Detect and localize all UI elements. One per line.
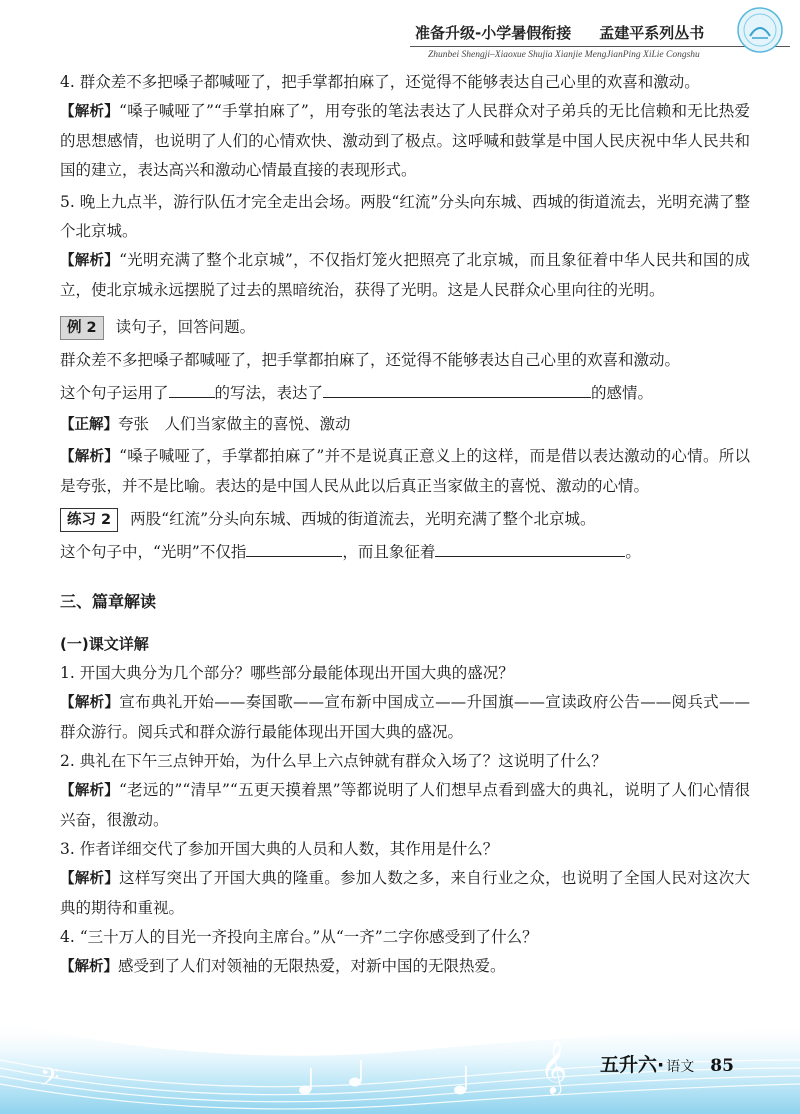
example2-blank-2[interactable] [323, 379, 591, 398]
qa4-answer [60, 952, 750, 982]
example2-instruction: 读句子，回答问题。 [115, 318, 256, 336]
example2-analysis-text: “嗓子喊哑了，手掌都拍麻了”并不是说真正意义上的这样，而是借以表达激动的心情。所以是夸张，并不是比喻。表达的是中国人民从此以后真正当家做主的喜悦、激动的心情。 [60, 447, 750, 495]
page-footer [600, 1050, 734, 1077]
analysis-tag: 【解析】 [60, 449, 120, 465]
practice2-question-part2: ，而且象征着 [342, 543, 436, 561]
item4-sentence: 4. 群众差不多把嗓子都喊哑了，把手掌都拍麻了，还觉得不能够表达自己心里的欢喜和激动。 [60, 73, 700, 91]
example2-question [60, 379, 750, 408]
section-title: 三、篇章解读 [60, 592, 157, 611]
header-divider [410, 46, 790, 47]
example2-sentence: 群众差不多把嗓子都喊哑了，把手掌都拍麻了，还觉得不能够表达自己心里的欢喜和激动。 [60, 351, 681, 369]
analysis-tag: 【解析】 [60, 871, 120, 887]
qa4-question: 4. “三十万人的目光一齐投向主席台。”从“一齐”二字你感受到了什么？ [60, 928, 538, 946]
analysis-tag: 【解析】 [60, 783, 119, 799]
example2-question-part1: 这个句子运用了 [60, 384, 169, 402]
practice2-sentence: 两股“红流”分头向东城、西城的街道流去，光明充满了整个北京城。 [130, 510, 596, 528]
analysis-tag: 【解析】 [60, 104, 120, 120]
practice2-blank-1[interactable] [246, 538, 342, 557]
practice2-question [60, 538, 750, 567]
qa1-question: 1. 开国大典分为几个部分？哪些部分最能体现出开国大典的盛况？ [60, 664, 514, 682]
analysis-tag: 【解析】 [60, 695, 120, 711]
analysis-tag: 【解析】 [60, 959, 118, 975]
item5-sentence: 5. 晚上九点半，游行队伍才完全走出会场。两股“红流”分头向东城、西城的街道流去，光明充满了整个北京城。 [60, 193, 750, 240]
example2-answer-text: 夸张 人们当家做主的喜悦、激动 [118, 415, 351, 433]
qa3-question: 3. 作者详细交代了参加开国大典的人员和人数，其作用是什么？ [60, 840, 499, 858]
footer-grade: 五升六 [600, 1054, 658, 1076]
analysis-tag: 【解析】 [60, 253, 120, 269]
svg-text:𝄞: 𝄞 [540, 1039, 568, 1093]
footer-dot: · [657, 1054, 665, 1076]
footer-subject: 语文 [666, 1059, 695, 1075]
svg-text:𝄢: 𝄢 [40, 1063, 60, 1098]
header-pinyin: Zhunbei Shengji–Xiaoxue Shujia Xianjie MengJianPing XiLie Congshu [428, 50, 700, 60]
practice2-question-part3: 。 [625, 543, 641, 561]
practice2-question-part1: 这个句子中，“光明”不仅指 [60, 543, 247, 561]
qa2-answer [60, 776, 750, 835]
practice2-blank-2[interactable] [435, 538, 625, 557]
qa1-answer [60, 688, 750, 747]
qa3-answer-text: 这样写突出了开国大典的隆重。参加人数之多，来自行业之众，也说明了全国人民对这次大典的期待和重视。 [60, 869, 750, 917]
example2-blank-1[interactable] [169, 379, 215, 398]
item4-analysis [60, 97, 750, 185]
example2-question-part2: 的写法，表达了 [214, 384, 324, 402]
example2-analysis [60, 442, 750, 501]
item4-analysis-text: “嗓子喊哑了”“手掌拍麻了”，用夸张的笔法表达了人民群众对子弟兵的无比信赖和无比热爱的思想感情，也说明了人们的心情欢快、激动到了极点。这呼喊和鼓掌是中国人民庆祝中华人民共和国的建立，表达高兴和激动心情最直接的表现形式。 [60, 102, 751, 179]
example-label: 例 2 [60, 316, 104, 340]
practice-label: 练习 2 [60, 508, 118, 532]
answer-tag: 【正解】 [60, 417, 118, 433]
example2-question-part3: 的感情。 [591, 384, 654, 402]
qa3-answer [60, 864, 750, 923]
header-series: 孟建平系列丛书 [599, 24, 705, 42]
publisher-logo-icon [736, 6, 784, 54]
item5-analysis-text: “光明充满了整个北京城”，不仅指灯笼火把照亮了北京城，而且象征着中华人民共和国的成立，使北京城永远摆脱了过去的黑暗统治，获得了光明。这是人民群众心里向往的光明。 [60, 251, 750, 299]
header-title: 准备升级-小学暑假衔接 [415, 24, 572, 42]
header [415, 22, 735, 43]
practice2-heading [60, 505, 750, 534]
page-content [60, 68, 750, 982]
page-number: 85 [710, 1056, 734, 1076]
example2-answer [60, 410, 750, 440]
qa2-answer-text: “老远的”“清早”“五更天摸着黑”等都说明了人们想早点看到盛大的典礼，说明了人们心情很兴奋，很激动。 [60, 781, 750, 829]
example2-heading [60, 313, 750, 342]
qa1-answer-text: 宣布典礼开始——奏国歌——宣布新中国成立——升国旗——宣读政府公告——阅兵式——群众游行。阅兵式和群众游行最能体现出开国大典的盛况。 [60, 693, 750, 741]
item5-analysis [60, 246, 750, 305]
section-subtitle: (一)课文详解 [60, 635, 149, 653]
qa4-answer-text: 感受到了人们对领袖的无限热爱，对新中国的无限热爱。 [118, 957, 506, 975]
qa2-question: 2. 典礼在下午三点钟开始，为什么早上六点钟就有群众入场了？这说明了什么？ [60, 752, 607, 770]
